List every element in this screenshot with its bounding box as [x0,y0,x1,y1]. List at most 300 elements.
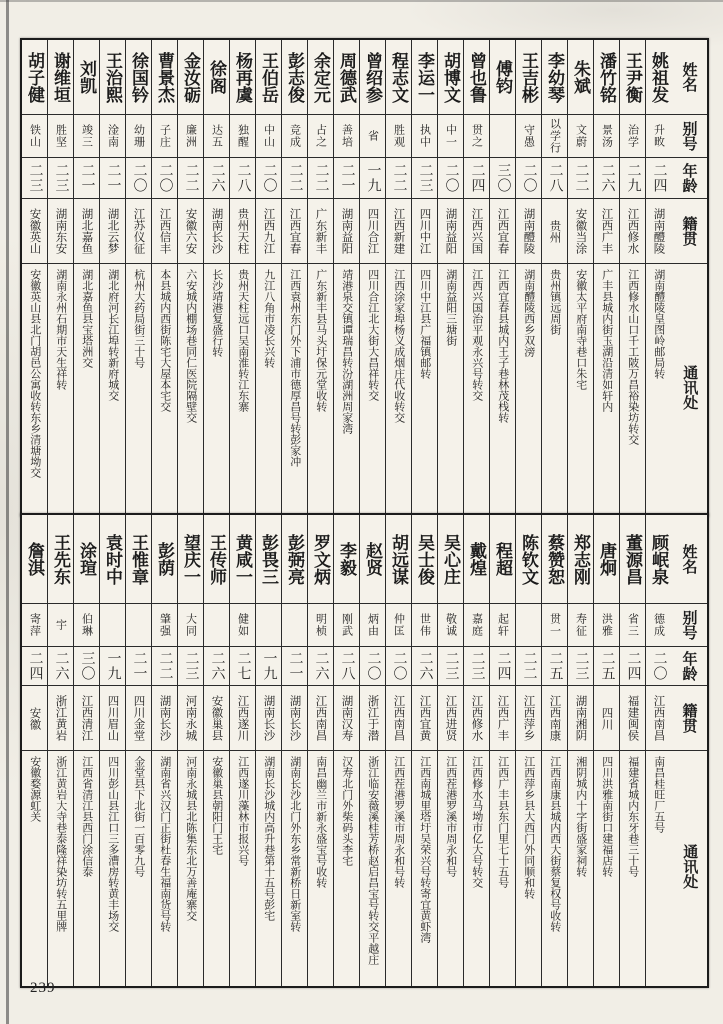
entry-name: 唐炯 [594,515,619,604]
header-address: 通讯处 [681,364,698,410]
directory-entry-column [489,515,515,986]
entry-origin: 湖南湘阴 [568,686,593,751]
header-name: 姓名 [671,515,707,604]
entry-address: 江西宜春县城内王子巷林茂栈转 [496,269,509,423]
entry-name: 徐国钤 [126,40,151,115]
directory-entry-column [411,515,437,986]
entry-address: 湖南长沙北门外东乡常新桥日新室转 [288,756,301,932]
entry-alias [256,604,281,647]
entry-address: 四川中江县广福镇邮转 [418,269,431,379]
entry-origin: 江西进贤 [438,686,463,751]
entry-age: 二二 [282,158,307,199]
scan-edge-artifact [6,0,9,1024]
directory-entry-column [593,40,619,515]
entry-alias [490,115,515,158]
entry-origin: 浙江于潜 [360,686,385,751]
entry-alias: 竞成 [282,115,307,158]
entry-address: 安徽太平府南寺巷口朱宅 [574,269,587,390]
entry-name: 王吉彬 [516,40,541,115]
entry-alias [516,604,541,647]
entry-address: 湖南省兴汉门正街杜春生福南货号转 [158,756,171,932]
entry-origin: 湖南益阳 [438,199,463,264]
entry-name: 曾也鲁 [464,40,489,115]
entry-alias [204,604,229,647]
directory-entry-column [385,40,411,515]
entry-name: 戴煌 [464,515,489,604]
entry-name: 潘竹铭 [594,40,619,115]
directory-entry-column [73,40,99,515]
entry-age: 三〇 [74,647,99,686]
directory-entry-column [385,515,411,986]
entry-origin: 湖南益阳 [334,199,359,264]
entry-name: 彭畏三 [256,515,281,604]
entry-name: 余定元 [308,40,333,115]
directory-entry-column [177,40,203,515]
directory-entry-column [463,515,489,986]
directory-entry-column [22,515,47,986]
entry-alias: 善培 [334,115,359,158]
directory-entry-column [333,40,359,515]
entry-alias: 健如 [230,604,255,647]
entry-address: 江西茬港罗溪市周永和号 [444,756,457,877]
directory-entry-column [619,40,645,515]
entry-address: 汉寿北门外柴码头李宅 [340,756,353,866]
entry-address: 安徽巢县朝阳门王宅 [210,756,223,855]
entry-origin: 安徽六安 [178,199,203,264]
entry-age: 二八 [542,158,567,199]
directory-entry-column [229,40,255,515]
header-alias: 别号 [671,604,707,647]
entry-name: 赵贤 [360,515,385,604]
entry-address: 福建省城内东牙巷三十号 [626,756,639,877]
entry-address: 江西修水山口千工陂万昌裕染坊转交 [626,269,639,445]
entry-origin: 贵州天柱 [230,199,255,264]
entry-age: 二三 [438,647,463,686]
entry-origin: 江西清江 [74,686,99,751]
entry-age: 二四 [620,647,645,686]
entry-origin: 湖南长沙 [282,686,307,751]
entry-origin: 四川合江 [360,199,385,264]
entry-alias: 伯琳 [74,604,99,647]
entry-age: 二二 [386,158,411,199]
entry-address: 六安城内棚场巷同仁医院隔壁交 [184,269,197,423]
entry-address: 贵州镇远周街 [548,269,561,335]
entry-name: 彭志俊 [282,40,307,115]
entry-address: 湖南益阳三塘街 [444,269,457,346]
entry-alias: 肇强 [152,604,177,647]
entry-age: 二六 [48,647,73,686]
entry-alias: 炳由 [360,604,385,647]
directory-entry-column [645,515,671,986]
entry-alias: 占之 [308,115,333,158]
entry-origin: 江西宜春 [490,199,515,264]
entry-name: 王先东 [48,515,73,604]
directory-entry-column [541,40,567,515]
entry-alias: 治学 [620,115,645,158]
header-address: 通讯处 [681,843,698,889]
entry-origin: 安徽 [22,686,47,751]
header-name: 姓名 [671,40,707,115]
entry-age: 二六 [412,647,437,686]
entry-alias: 嘉庭 [464,604,489,647]
entry-name: 董源昌 [620,515,645,604]
directory-entry-column [151,515,177,986]
entry-origin: 江西南昌 [386,686,411,751]
entry-address: 河南永城县北陈集东北万善庵寨交 [184,756,197,921]
entry-name: 胡远谋 [386,515,411,604]
entry-origin: 江西信丰 [152,199,177,264]
entry-origin: 湖南醴陵 [646,199,671,264]
directory-entry-column [307,515,333,986]
directory-entry-column [411,40,437,515]
entry-name: 王尹衡 [620,40,645,115]
directory-entry-column [99,40,125,515]
directory-entry-column [47,515,73,986]
directory-entry-column [567,515,593,986]
entry-origin: 湖南长沙 [204,199,229,264]
entry-origin: 贵州 [542,199,567,264]
entry-age: 二六 [204,158,229,199]
entry-origin: 江西宜黄 [412,686,437,751]
entry-age: 二〇 [516,158,541,199]
entry-origin: 四川中江 [412,199,437,264]
entry-alias: 仲匡 [386,604,411,647]
entry-age: 二七 [230,647,255,686]
entry-alias: 文蔚 [568,115,593,158]
entry-alias: 洪雅 [594,604,619,647]
header-column [671,40,707,515]
entry-alias [100,604,125,647]
entry-address: 本县城内西街陈宅大屋本宅交 [158,269,171,412]
entry-name: 杨再虞 [230,40,255,115]
entry-alias: 景汤 [594,115,619,158]
entry-age: 二六 [204,647,229,686]
entry-name: 蔡赞恕 [542,515,567,604]
entry-address: 九江八角市凌长兴转 [262,269,275,368]
entry-origin: 福建闽侯 [620,686,645,751]
entry-age: 二〇 [386,647,411,686]
entry-address: 四川彭山县江口三多漕房转黄丰场交 [106,756,119,932]
entry-origin: 四川 [594,686,619,751]
entry-origin: 广东新丰 [308,199,333,264]
directory-entry-column [73,515,99,986]
directory-entry-column [463,40,489,515]
entry-name: 傅钧 [490,40,515,115]
entry-age: 二一 [74,158,99,199]
entry-address: 江西南城里塔圩吴荣兴号转寄宜黄虾湾 [418,756,431,943]
entry-origin: 江西修水 [464,686,489,751]
entry-age: 二〇 [646,647,671,686]
entry-origin: 湖北云梦 [100,199,125,264]
entry-alias: 独醒 [230,115,255,158]
entry-age: 二三 [22,158,47,199]
entry-alias: 起轩 [490,604,515,647]
entry-address: 湖南醴陵皇图岭邮局转 [652,269,665,379]
entry-age: 二五 [542,647,567,686]
entry-age: 二二 [178,158,203,199]
directory-entry-column [645,40,671,515]
entry-name: 詹淇 [22,515,47,604]
entry-origin: 江西宜春 [282,199,307,264]
entry-alias: 幼珊 [126,115,151,158]
header-alias: 别号 [671,115,707,158]
directory-entry-column [203,515,229,986]
entry-age: 二五 [594,647,619,686]
entry-name: 胡博文 [438,40,463,115]
entry-alias: 敬诚 [438,604,463,647]
entry-address: 江西遂川藻林市报兴号 [236,756,249,866]
header-origin: 籍贯 [671,199,707,264]
entry-address: 安徽英山县北门胡邑公寓收转东乡清塘坳交 [28,269,41,478]
entry-age: 二三 [568,647,593,686]
entry-alias: 胜坚 [48,115,73,158]
directory-entry-column [125,515,151,986]
entry-alias [126,604,151,647]
entry-address: 南昌幽兰市新永盛宝号收转 [314,756,327,888]
entry-alias: 贯之 [464,115,489,158]
entry-address: 江西萍乡县大西门外同顺和转 [522,756,535,899]
entry-name: 王惟章 [126,515,151,604]
entry-address: 湖南长沙城内高升巷第十五号彭宅 [262,756,275,921]
entry-name: 朱斌 [568,40,593,115]
entry-address: 靖港泉交镇谭瑞昌转汾湖洲周家湾 [340,269,353,434]
entry-origin: 安徽英山 [22,199,47,264]
entry-origin: 江西新建 [386,199,411,264]
entry-alias: 升畋 [646,115,671,158]
entry-age: 二八 [334,647,359,686]
entry-age: 二六 [594,158,619,199]
entry-name: 吴心庄 [438,515,463,604]
entry-alias: 铁山 [22,115,47,158]
entry-name: 彭荫 [152,515,177,604]
directory-entry-column [333,515,359,986]
entry-origin: 江西南昌 [308,686,333,751]
entry-address: 金堂县下北街一百零九号 [132,756,145,877]
entry-alias: 胜观 [386,115,411,158]
directory-entry-column [22,40,47,515]
directory-table-top [20,38,709,517]
directory-entry-column [437,40,463,515]
entry-origin: 湖南东安 [48,199,73,264]
directory-entry-column [177,515,203,986]
entry-age: 二〇 [152,158,177,199]
entry-age: 二一 [100,158,125,199]
entry-age: 一九 [100,647,125,686]
entry-age: 二八 [230,158,255,199]
entry-alias: 省三 [620,604,645,647]
entry-origin: 湖北嘉鱼 [74,199,99,264]
entry-age: 二〇 [438,158,463,199]
entry-origin: 湖南汉寿 [334,686,359,751]
entry-name: 徐阁 [204,40,229,115]
entry-alias: 刚武 [334,604,359,647]
entry-name: 李毅 [334,515,359,604]
entry-age: 二九 [620,158,645,199]
entry-name: 陈钦文 [516,515,541,604]
directory-entry-column [255,515,281,986]
directory-entry-column [619,515,645,986]
entry-age: 二二 [308,158,333,199]
entry-age: 二一 [334,158,359,199]
entry-name: 王伯岳 [256,40,281,115]
entry-name: 顾岷泉 [646,515,671,604]
entry-age: 二〇 [126,158,151,199]
entry-age: 二四 [464,158,489,199]
directory-entry-column [515,40,541,515]
header-age: 年龄 [671,647,707,686]
entry-alias: 德成 [646,604,671,647]
entry-age: 二四 [22,647,47,686]
directory-entry-column [203,40,229,515]
entry-age: 二〇 [256,158,281,199]
entry-address: 湖南永州石期市天生祥转 [54,269,67,390]
header-age: 年龄 [671,158,707,199]
entry-alias: 守愚 [516,115,541,158]
entry-name: 吴士俊 [412,515,437,604]
directory-entry-column [47,40,73,515]
entry-alias: 淦南 [100,115,125,158]
entry-address: 江西涂家埠杨义成烟庄代收转交 [392,269,405,423]
entry-name: 郑志刚 [568,515,593,604]
entry-age: 二二 [568,158,593,199]
entry-address: 四川洪雅南街口建福店转 [600,756,613,877]
entry-origin: 江西广丰 [490,686,515,751]
entry-address: 杭州大药局街三十号 [132,269,145,368]
entry-address: 南昌桂旺厂五号 [652,756,665,833]
header-column [671,515,707,986]
entry-name: 黄咸一 [230,515,255,604]
entry-origin: 江西遂川 [230,686,255,751]
entry-age: 二一 [126,647,151,686]
entry-address: 浙江临安薇溪桂芳桥赵启昌宝号转交平越庄 [366,756,379,965]
entry-origin: 江西萍乡 [516,686,541,751]
entry-origin: 江西兴国 [464,199,489,264]
entry-age: 二三 [178,647,203,686]
entry-origin: 安徽巢县 [204,686,229,751]
entry-origin: 江西修水 [620,199,645,264]
entry-alias: 寄萍 [22,604,47,647]
entry-origin: 湖南长沙 [152,686,177,751]
entry-origin: 江西广丰 [594,199,619,264]
entry-origin: 湖南长沙 [256,686,281,751]
directory-entry-column [593,515,619,986]
entry-address: 浙江黄岩大寺巷泰隆祥染坊转五里牌 [54,756,67,932]
entry-origin: 江苏仪征 [126,199,151,264]
entry-name: 王传师 [204,515,229,604]
entry-age: 二〇 [360,647,385,686]
entry-alias: 寿征 [568,604,593,647]
entry-origin: 四川金堂 [126,686,151,751]
directory-entry-column [437,515,463,986]
directory-entry-column [307,40,333,515]
entry-address: 安徽婺源虹关 [28,756,41,822]
entry-address: 四川合江北大街大昌祥转交 [366,269,379,401]
directory-entry-column [281,40,307,515]
directory-entry-column [229,515,255,986]
entry-alias: 省 [360,115,385,158]
entry-alias: 宇 [48,604,73,647]
directory-entry-column [359,515,385,986]
entry-alias: 竣三 [74,115,99,158]
entry-address: 湘阴城内十字街盛家祠转 [574,756,587,877]
entry-origin: 江西南昌 [646,686,671,751]
entry-address: 江西兴国治平观永兴号转交 [470,269,483,401]
directory-entry-column [515,515,541,986]
entry-age: 三〇 [490,158,515,199]
entry-name: 李幼琴 [542,40,567,115]
entry-alias: 子庄 [152,115,177,158]
entry-address: 江西广丰县东门里七十五号 [496,756,509,888]
entry-name: 胡子健 [22,40,47,115]
entry-age: 一九 [360,158,385,199]
directory-entry-column [541,515,567,986]
entry-alias: 廉洲 [178,115,203,158]
entry-age: 二四 [646,158,671,199]
entry-address: 湖北府河长江埠转新府城交 [106,269,119,401]
entry-alias: 中一 [438,115,463,158]
directory-entry-column [567,40,593,515]
directory-entry-column [489,40,515,515]
entry-alias: 贯一 [542,604,567,647]
entry-alias: 中山 [256,115,281,158]
entry-age: 二三 [412,158,437,199]
entry-name: 王治熙 [100,40,125,115]
entry-age: 二四 [490,647,515,686]
directory-table-bottom [20,513,709,988]
entry-age: 二二 [152,647,177,686]
directory-entry-column [125,40,151,515]
entry-name: 曹景杰 [152,40,177,115]
entry-name: 涂瑄 [74,515,99,604]
entry-alias: 明桢 [308,604,333,647]
entry-origin: 安徽当涂 [568,199,593,264]
entry-name: 望庆一 [178,515,203,604]
directory-entry-column [281,515,307,986]
entry-name: 姚祖发 [646,40,671,115]
directory-entry-column [255,40,281,515]
entry-address: 广东新丰县马头圩保元堂收转 [314,269,327,412]
directory-entry-column [359,40,385,515]
entry-name: 金汝砺 [178,40,203,115]
entry-address: 江西茬港罗溪市周永和号转 [392,756,405,888]
entry-address: 湖北嘉鱼县宝塔洲交 [80,269,93,368]
entry-address: 江西袁州东门外下浦市德厚昌号转彭家冲 [288,269,301,467]
entry-origin: 湖南醴陵 [516,199,541,264]
entry-name: 程志文 [386,40,411,115]
entry-alias [282,604,307,647]
entry-alias: 大同 [178,604,203,647]
entry-name: 袁时中 [100,515,125,604]
entry-alias: 达五 [204,115,229,158]
entry-origin: 江西九江 [256,199,281,264]
entry-name: 李运一 [412,40,437,115]
entry-address: 贵州天柱远口吴南淮转江东寨 [236,269,249,412]
entry-alias: 以学行 [542,115,567,158]
entry-origin: 四川眉山 [100,686,125,751]
page-number: 239 [30,980,56,996]
entry-address: 湖南醴陵西乡双滂 [522,269,535,357]
entry-age: 二一 [282,647,307,686]
entry-address: 江西省清江县西门涂信泰 [80,756,93,877]
scan-edge-artifact-top [0,0,723,2]
entry-origin: 江西南康 [542,686,567,751]
directory-entry-column [151,40,177,515]
entry-age: 二六 [308,647,333,686]
entry-alias: 执中 [412,115,437,158]
header-origin: 籍贯 [671,686,707,751]
entry-name: 罗文炳 [308,515,333,604]
entry-address: 广丰县城内街玉湖沿清如轩内 [600,269,613,412]
